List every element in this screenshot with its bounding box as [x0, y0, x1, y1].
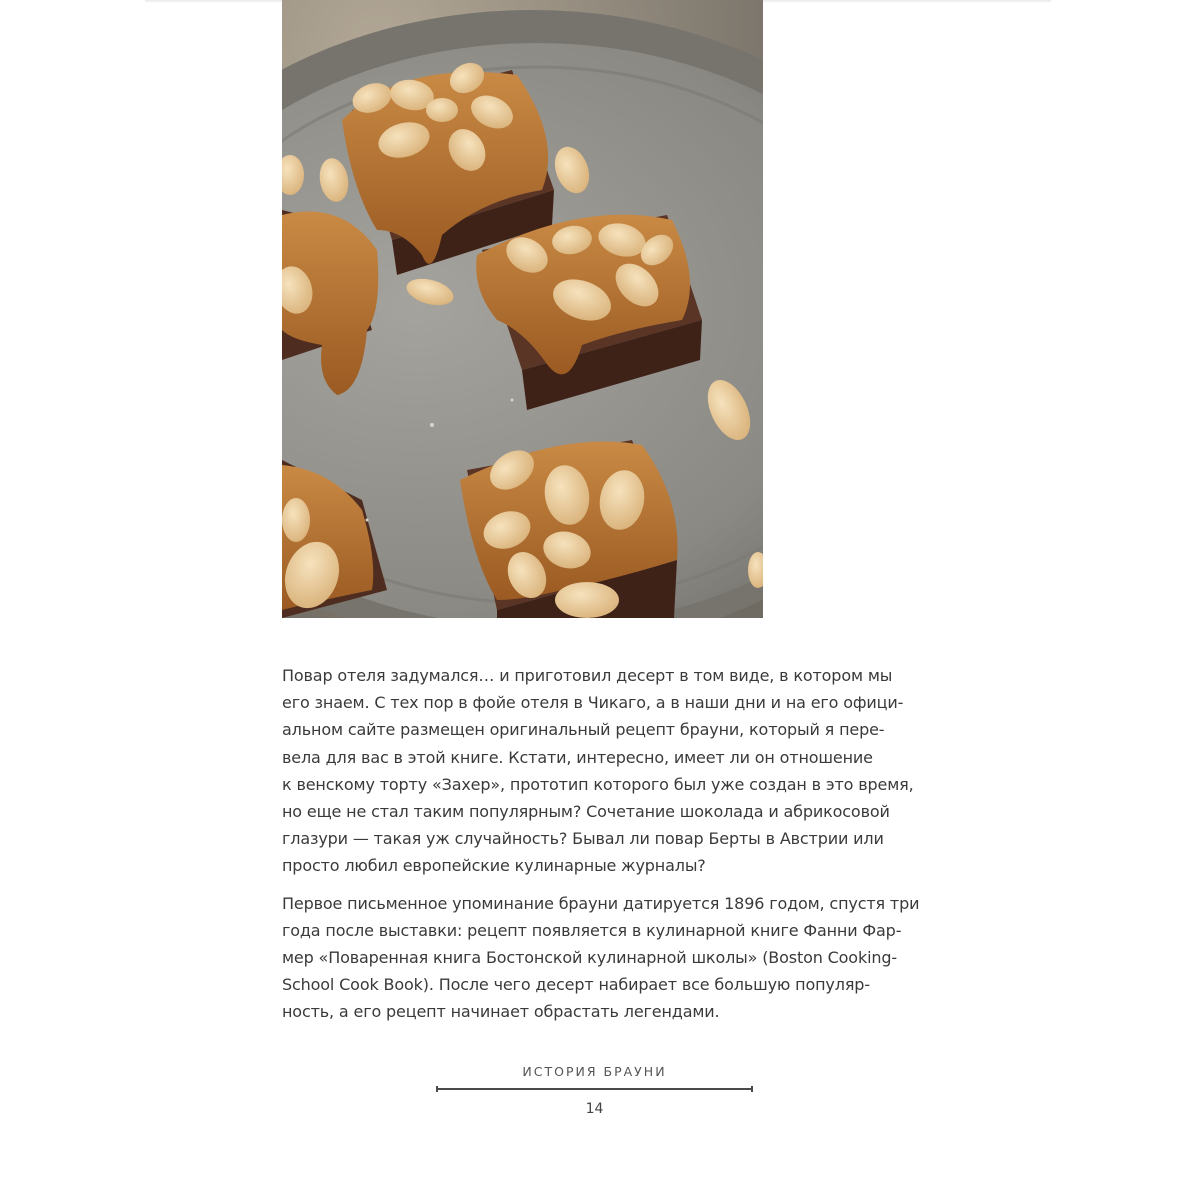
text-line: School Cook Book). После чего десерт набирает все большую популяр- — [282, 975, 870, 995]
text-line: альном сайте размещен оригинальный рецепт брауни, который я пере- — [282, 720, 885, 740]
body-text — [282, 662, 922, 1036]
page-number: 14 — [585, 1101, 604, 1117]
text-line: вела для вас в этой книге. Кстати, интересно, имеет ли он отношение — [282, 747, 873, 767]
brownie-photo — [282, 0, 763, 618]
text-line: года после выставки: рецепт появляется в кулинарной книге Фанни Фар- — [282, 920, 902, 940]
text-line: мер «Поваренная книга Бостонской кулинарной школы» (Boston Cooking- — [282, 948, 897, 968]
text-line: его знаем. С тех пор в фойе отеля в Чикаго, а в наши дни и на его офици- — [282, 693, 904, 713]
paragraph — [282, 662, 922, 880]
text-line: глазури — такая уж случайность? Бывал ли повар Берты в Австрии или — [282, 829, 884, 849]
text-line: ность, а его рецепт начинает обрастать легендами. — [282, 1002, 720, 1022]
footer-divider — [436, 1088, 753, 1090]
text-line: к венскому торту «Захер», прототип которого был уже создан в это время, — [282, 774, 914, 794]
text-line: просто любил европейские кулинарные журналы? — [282, 856, 706, 876]
paragraph — [282, 890, 922, 1026]
text-line: но еще не стал таким популярным? Сочетание шоколада и абрикосовой — [282, 802, 890, 822]
text-line: Повар отеля задумался… и приготовил десерт в том виде, в котором мы — [282, 666, 893, 685]
running-footer-title: ИСТОРИЯ БРАУНИ — [522, 1064, 667, 1079]
text-line: Первое письменное упоминание брауни датируется 1896 годом, спустя три — [282, 893, 920, 913]
